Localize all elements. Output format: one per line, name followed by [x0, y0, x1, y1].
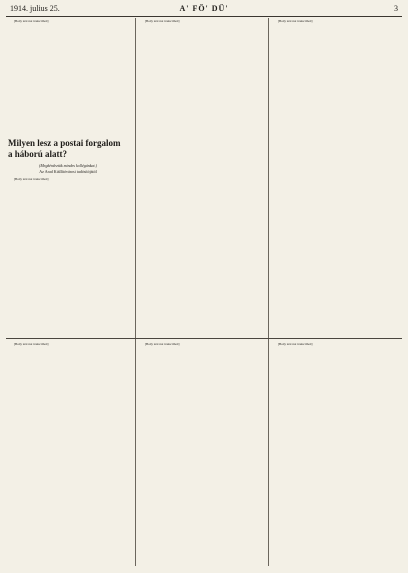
- column-lower-right: [272, 342, 400, 568]
- article-byline: Az Arad Kiállítóvárosi tudósítójától: [39, 169, 97, 174]
- fold-rule: [6, 338, 402, 339]
- column-rule-right: [268, 18, 269, 566]
- paragraph: [Body text not transcribed]: [278, 19, 313, 23]
- paragraph: [Body text not transcribed]: [145, 342, 180, 346]
- column-lower-mid: [139, 342, 265, 568]
- newspaper-title: A' FÖ' DÜ': [179, 4, 229, 13]
- page-number: 3: [394, 4, 398, 13]
- column-upper-left-2: [8, 177, 132, 335]
- article-title-line1: Milyen lesz a postai forgalom: [8, 138, 121, 148]
- paragraph: [Body text not transcribed]: [278, 342, 313, 346]
- column-upper-left: [8, 19, 132, 131]
- paragraph: [Body text not transcribed]: [14, 177, 49, 181]
- column-lower-left: [8, 342, 132, 568]
- column-upper-right: [272, 19, 400, 335]
- page-header: [6, 2, 402, 17]
- paragraph: [Body text not transcribed]: [14, 19, 49, 23]
- paragraph: [Body text not transcribed]: [14, 342, 49, 346]
- column-upper-mid: [139, 19, 265, 335]
- issue-date: 1914. julius 25.: [10, 4, 60, 13]
- article-title: [8, 138, 128, 160]
- paragraph: [Body text not transcribed]: [145, 19, 180, 23]
- article-title-line2: a háború alatt?: [8, 149, 68, 159]
- article-subtitle: (Megkérdeztük mindes kollégánkat.): [39, 163, 97, 168]
- column-rule-left: [135, 18, 136, 566]
